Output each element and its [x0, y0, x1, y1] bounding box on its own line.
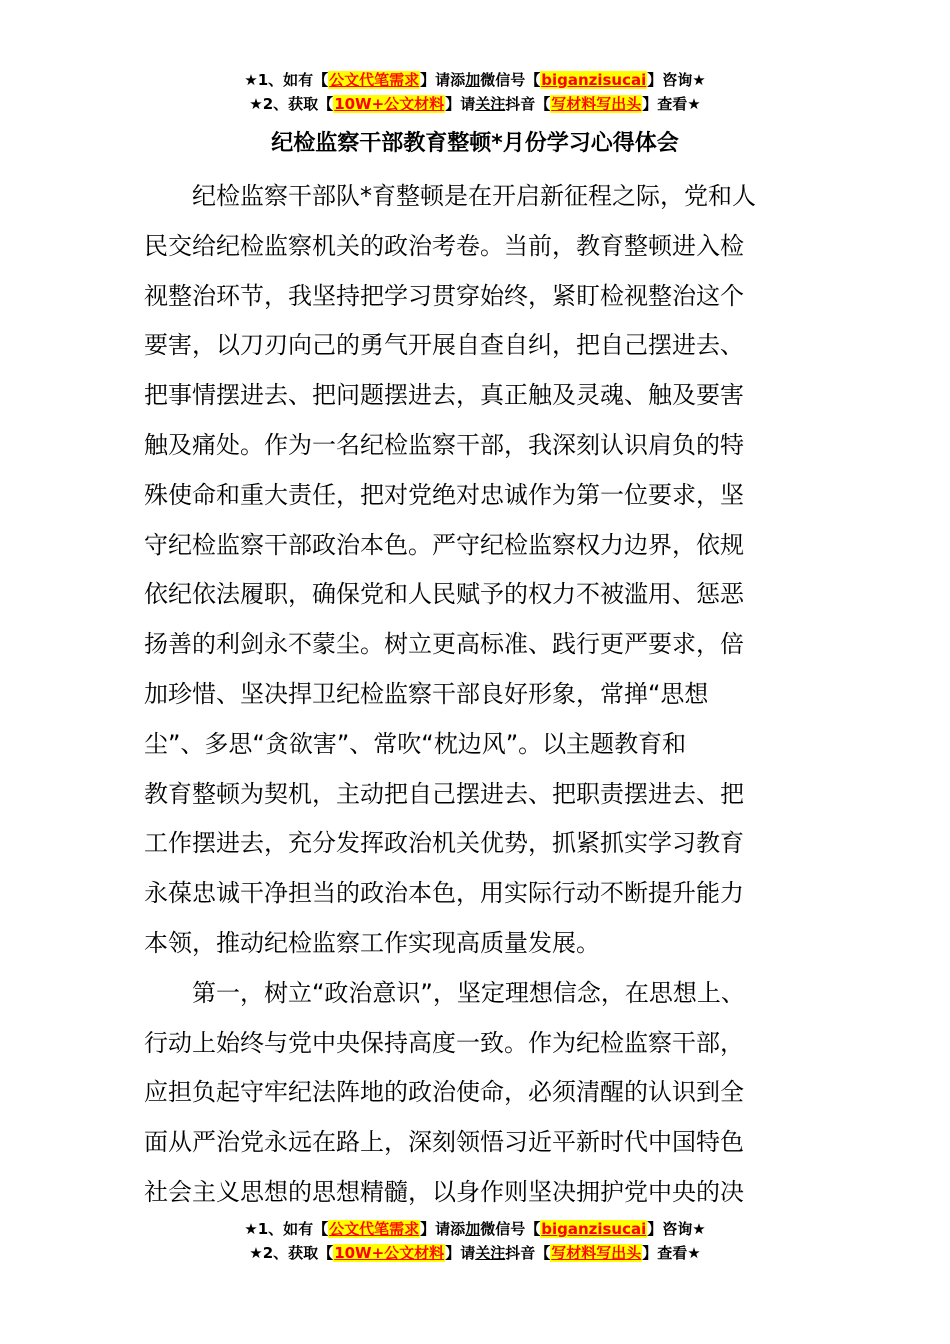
- promo-text: ★2、获取【: [249, 1244, 334, 1262]
- promo-text: 】请: [445, 95, 476, 113]
- paragraph-line: 本领，推动纪检监察工作实现高质量发展。: [144, 928, 600, 957]
- promo-underline: 加: [465, 71, 481, 89]
- promo-highlight: 写材料写出头: [551, 1244, 642, 1262]
- paragraph-line: 工作摆进去，充分发挥政治机关优势，抓紧抓实学习教育: [144, 829, 744, 858]
- promo-highlight: 10W+公文材料: [334, 95, 445, 113]
- promo-text: 】请: [445, 1244, 476, 1262]
- promo-text: 微信号【: [480, 1220, 541, 1238]
- paragraph-line: 面从严治党永远在路上，深刻领悟习近平新时代中国特色: [144, 1128, 744, 1157]
- promo-highlight: 公文代笔需求: [329, 71, 420, 89]
- promo-banner-bottom: [0, 1217, 950, 1265]
- paragraph-line: 应担负起守牢纪法阵地的政治使命，必须清醒的认识到全: [144, 1078, 744, 1107]
- promo-text: 抖音【: [505, 1244, 551, 1262]
- promo-highlight: biganzisucai: [541, 1220, 647, 1238]
- paragraph-line: 尘”、多思“贪欲害”、常吹“枕边风”。以主题教育和: [144, 729, 687, 758]
- promo-line-1: [0, 1217, 950, 1241]
- promo-text: 】咨询★: [647, 1220, 706, 1238]
- promo-text: 抖音【: [505, 95, 551, 113]
- promo-highlight: 写材料写出头: [551, 95, 642, 113]
- promo-highlight: biganzisucai: [541, 71, 647, 89]
- promo-text: ★1、如有【: [244, 1220, 329, 1238]
- promo-underline: 加: [465, 1220, 481, 1238]
- paragraph-line: 永葆忠诚干净担当的政治本色，用实际行动不断提升能力: [144, 879, 744, 908]
- document-body: [144, 172, 814, 1218]
- promo-text: 】查看★: [642, 95, 701, 113]
- promo-underline: 关注: [475, 1244, 506, 1262]
- promo-highlight: 10W+公文材料: [334, 1244, 445, 1262]
- promo-text: 】查看★: [642, 1244, 701, 1262]
- promo-text: ★2、获取【: [249, 95, 334, 113]
- promo-text: 】请添: [420, 1220, 466, 1238]
- promo-highlight: 公文代笔需求: [329, 1220, 420, 1238]
- promo-line-2: [0, 1241, 950, 1265]
- paragraph-line: 触及痛处。作为一名纪检监察干部，我深刻认识肩负的特: [144, 430, 744, 459]
- paragraph-line: 加珍惜、坚决捍卫纪检监察干部良好形象，常掸“思想: [144, 679, 709, 708]
- promo-text: 】请添: [420, 71, 466, 89]
- promo-line-1: [0, 68, 950, 92]
- paragraph-line: 第一，树立“政治意识”，坚定理想信念，在思想上、: [192, 978, 745, 1007]
- paragraph-line: 扬善的利剑永不蒙尘。树立更高标准、践行更严要求，倍: [144, 630, 744, 659]
- paragraph-line: 要害，以刀刃向己的勇气开展自查自纠，把自己摆进去、: [144, 331, 744, 360]
- promo-banner-top: [0, 68, 950, 116]
- paragraph-line: 民交给纪检监察机关的政治考卷。当前，教育整顿进入检: [144, 231, 744, 260]
- promo-text: 微信号【: [480, 71, 541, 89]
- paragraph-line: 纪检监察干部队*育整顿是在开启新征程之际，党和人: [192, 182, 756, 210]
- paragraph-line: 依纪依法履职，确保党和人民赋予的权力不被滥用、惩恶: [144, 580, 744, 609]
- paragraph-line: 教育整顿为契机，主动把自己摆进去、把职责摆进去、把: [144, 779, 744, 808]
- promo-text: ★1、如有【: [244, 71, 329, 89]
- promo-text: 】咨询★: [647, 71, 706, 89]
- paragraph-line: 把事情摆进去、把问题摆进去，真正触及灵魂、触及要害: [144, 381, 744, 410]
- promo-line-2: [0, 92, 950, 116]
- paragraph-line: 视整治环节，我坚持把学习贯穿始终，紧盯检视整治这个: [144, 281, 744, 310]
- paragraph-line: 殊使命和重大责任，把对党绝对忠诚作为第一位要求，坚: [144, 480, 744, 509]
- document-title: 纪检监察干部教育整顿*月份学习心得体会: [271, 131, 679, 156]
- paragraph-line: 社会主义思想的思想精髓，以身作则坚决拥护党中央的决: [144, 1177, 744, 1206]
- promo-underline: 关注: [475, 95, 506, 113]
- paragraph-line: 行动上始终与党中央保持高度一致。作为纪检监察干部，: [144, 1028, 744, 1057]
- paragraph-line: 守纪检监察干部政治本色。严守纪检监察权力边界，依规: [144, 530, 744, 559]
